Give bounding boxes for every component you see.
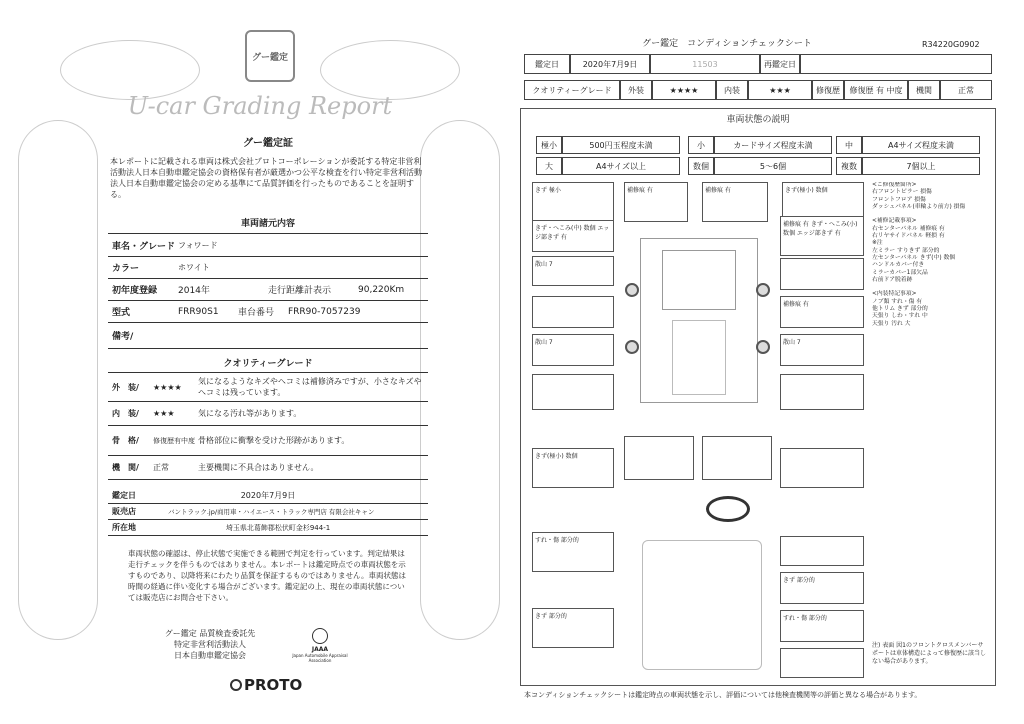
bottom-note: 本コンディションチェックシートは鑑定時点の車両状態を示し、評価については他検査機関等の評価と異なる場合があります。 [524,691,922,699]
ornament-top-left [60,40,200,100]
specs-title: 車両諸元内容 [240,219,295,229]
damage-box [780,258,864,290]
damage-box: 補修痕 有 [780,296,864,328]
engine-value: 正常 [940,80,992,100]
number-value: 11503 [650,54,760,74]
interior-diagram [642,540,762,670]
disclaimer-text: 車両状態の確認は、停止状態で実施できる範囲で判定を行っています。判定結果は走行チェックを伴うものではありません。本レポートは鑑定時点での車両状態を示すものであり、以降将来にわたり品質を保証するものではありません。車両状態は時間の経過に伴い変化する場合がございます。鑑定記の上、現在の車両状態については販売店にお問合せ下さい。 [128,549,406,602]
intro-text: 本レポートに記載される車両は株式会社プロトコーポレーションが委託する特定非営利活動法人日本自動車鑑定協会の資格保有者が厳選かつ公平な検査を行い特定非営利活動法人日本自動車鑑定協会の定める基準にて品質評価を行ったものであることを証明する。 [110,157,422,199]
wheel-icon [625,283,639,297]
damage-box [532,296,614,328]
legend-key: 中 [836,136,862,154]
damage-box [780,448,864,488]
grade-row-engine: 機 関/ 正常 主要機関に不具合はありません。 [108,456,428,480]
ornament-right [420,120,500,640]
damage-box: 補修痕 有 きず・へこみ(小) 数個 エッジ部きず 有 [780,216,864,256]
jaaa-emblem-icon [312,628,328,644]
damage-box [532,374,614,410]
reappraisal-value [800,54,992,74]
footnote-box: 注) 表面 図1のフロントクロスメンバーサポートは車体構造によって修復歴に該当しない場合があります。 [872,642,987,665]
goo-logo: グー鑑定 [245,30,295,82]
cert-title: グー鑑定証 [243,138,293,149]
truck-frame [672,320,726,395]
date-label: 鑑定日 [524,54,570,74]
damage-box [624,436,694,480]
ext-label: 外装 [620,80,652,100]
wheel-icon [625,340,639,354]
ornament-left [18,120,98,640]
grade-row-frame: 骨 格/ 修復歴有中度 骨格部位に衝撃を受けた形跡があります。 [108,426,428,456]
wheel-icon [756,340,770,354]
damage-box: 補修痕 有 [702,182,768,222]
damage-box [780,536,864,566]
repair-label: 修復歴 [812,80,844,100]
steering-wheel-icon [706,496,750,522]
truck-cab [662,250,736,310]
legend-value: A4サイズ程度未満 [862,136,980,154]
grade-title: クオリティーグレード [223,359,313,369]
spec-row-name: 車名・グレード フォワード [108,233,428,257]
engine-label: 機関 [908,80,940,100]
proto-mark-icon [230,679,242,691]
state-title: 車両状態の説明 [726,115,790,125]
damage-box: 補修痕 有 [624,182,688,222]
legend-value: 7個以上 [862,157,980,175]
damage-box: 散山 7 [532,334,614,366]
int-label: 内装 [716,80,748,100]
right-page [512,0,1024,724]
legend-key: 数個 [688,157,714,175]
info-row-shop: 販売店 バントラック.jp/商用車・ハイエース・トラック専門店 有限会社キャン [108,504,428,520]
ext-stars: ★★★★ [652,80,716,100]
spec-row-color: カラー ホワイト [108,257,428,279]
legend-value: 5〜6個 [714,157,832,175]
damage-box: すれ・傷 部分的 [532,532,614,572]
legend-key: 大 [536,157,562,175]
damage-box: きず 部分的 [780,572,864,604]
jaaa-logo: JAAA Japan Automobile Appraisal Association [290,628,350,663]
repair-value: 修復歴 有 中度 [844,80,908,100]
legend-value: カードサイズ程度未満 [714,136,832,154]
qg-label: クオリティーグレード [524,80,620,100]
legend-key: 極小 [536,136,562,154]
damage-box: きず 極小 [532,182,614,222]
info-row-address: 所在地 埼玉県北葛飾郡松伏町金杉944-1 [108,520,428,536]
damage-box [780,648,864,678]
info-row-date: 鑑定日 2020年7月9日 [108,488,428,504]
int-stars: ★★★ [748,80,812,100]
damage-box: 散山 7 [532,256,614,286]
spec-row-notes: 備考/ [108,323,428,349]
grade-row-exterior: 外 装/ ★★★★ 気になるようなキズやヘコミは補修済みですが、小さなキズやヘコミは残っています。 [108,372,428,402]
damage-box: 散山 7 [780,334,864,366]
damage-box: きず 部分的 [532,608,614,648]
spec-row-model: 型式 FRR90S1 車台番号 FRR90-7057239 [108,301,428,323]
script-title: U-car Grading Report [127,92,393,120]
legend-key: 小 [688,136,714,154]
reappraisal-label: 再鑑定日 [760,54,800,74]
footer-org: グー鑑定 品質検査委託先 特定非営利活動法人 日本自動車鑑定協会 [164,629,256,660]
sheet-header: グー鑑定 コンディションチェックシート [642,39,812,49]
proto-logo: PROTO [230,676,302,694]
damage-box [780,374,864,410]
spec-row-year: 初年度登録 2014年 走行距離計表示 90,220Km [108,279,428,301]
damage-box: すれ・傷 部分的 [780,610,864,642]
wheel-icon [756,283,770,297]
date-value: 2020年7月9日 [570,54,650,74]
damage-box: きず(極小) 数個 [782,182,864,222]
damage-box: きず(極小) 数個 [532,448,614,488]
ornament-top-right [320,40,460,100]
sheet-code: R34220G0902 [922,40,980,49]
legend-key: 複数 [836,157,862,175]
grade-row-interior: 内 装/ ★★★ 気になる汚れ等があります。 [108,402,428,426]
damage-box: きず・へこみ(中) 数個 エッジ部きず 有 [532,220,614,252]
legend-value: A4サイズ以上 [562,157,680,175]
legend-value: 500円玉程度未満 [562,136,680,154]
notes-box: <ご修復歴箇所> 右フロントピラー 損傷 フロントフロア 損傷 ダッシュパネル(車輪より前方) 損傷 <補修記載事項> 右センターパネル 補修痕 有 右リヤサイドパネル 軽損 有 ※注 左ミラー すりきず 部分的 左センターパネル きず(中) 数個 ハンドルカバー付き ミラーカバー1部欠品 右前ドア脱着跡 <内装特記事項> ノブ類 すれ・傷 有 他トリム きず 部分的 天張り しわ・すれ 中 天張り 汚れ 大 [872,182,966,327]
damage-box [702,436,772,480]
